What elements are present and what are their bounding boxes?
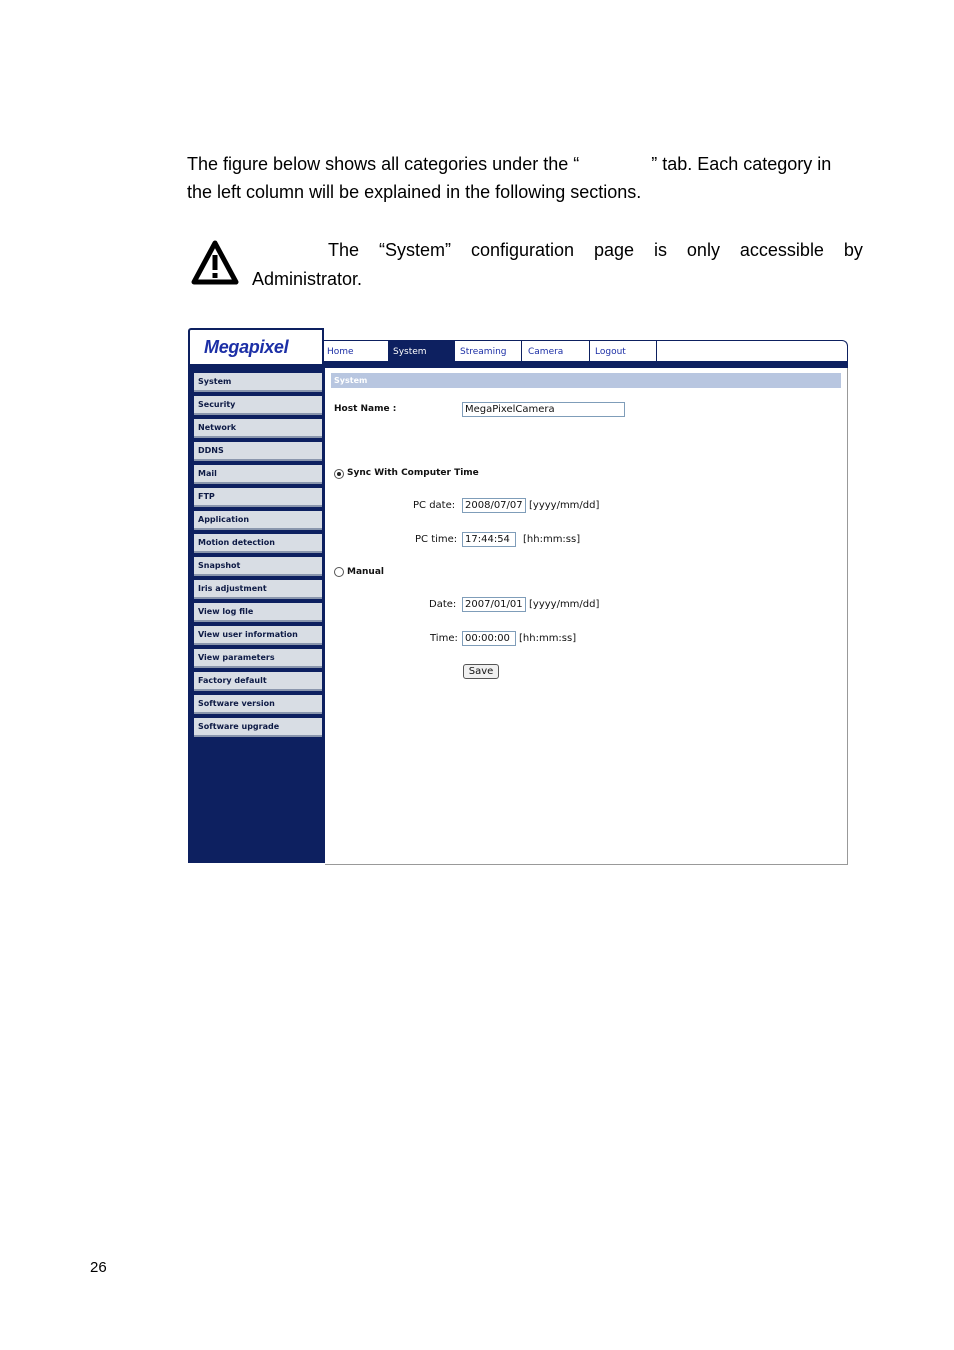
sidebar-item-mail[interactable]: Mail [194, 465, 322, 484]
time-format: [hh:mm:ss] [519, 633, 577, 644]
date-format: [yyyy/mm/dd] [529, 599, 600, 610]
sidebar-item-snapshot[interactable]: Snapshot [194, 557, 322, 576]
note-line-2: Administrator. [252, 269, 363, 289]
sidebar-item-security[interactable]: Security [194, 396, 322, 415]
manual-label: Manual [347, 567, 385, 577]
sidebar-item-view-parameters[interactable]: View parameters [194, 649, 322, 668]
sidebar-item-motion-detection[interactable]: Motion detection [194, 534, 322, 553]
sidebar-item-application[interactable]: Application [194, 511, 322, 530]
time-label: Time: [430, 633, 458, 644]
sidebar-item-factory-default[interactable]: Factory default [194, 672, 322, 691]
sync-radio[interactable] [334, 469, 344, 479]
note-word: by [843, 240, 863, 260]
section-title: System [331, 373, 841, 388]
note-word: page [593, 240, 635, 260]
sidebar-item-network[interactable]: Network [194, 419, 322, 438]
page-number: 26 [90, 1259, 107, 1276]
tab-streaming[interactable]: Streaming [456, 341, 522, 363]
sidebar [188, 368, 325, 863]
sidebar-item-ddns[interactable]: DDNS [194, 442, 322, 461]
sidebar-item-ftp[interactable]: FTP [194, 488, 322, 507]
sync-label: Sync With Computer Time [347, 468, 479, 478]
save-button[interactable]: Save [463, 664, 499, 679]
tab-system[interactable]: System [389, 341, 455, 363]
pc-time-field[interactable]: 17:44:54 [462, 532, 516, 547]
note-word: configuration [470, 240, 575, 260]
system-config-screenshot [188, 328, 848, 865]
host-name-input[interactable]: MegaPixelCamera [462, 402, 625, 417]
logo [188, 328, 324, 364]
note-word: “System” [378, 240, 451, 260]
tab-logout[interactable]: Logout [591, 341, 657, 363]
intro-text-end: ” tab. Each category in [651, 154, 832, 174]
pc-date-label: PC date: [413, 500, 456, 511]
admin-note [252, 236, 863, 294]
intro-line-2: the left column will be explained in the following sections. [187, 182, 642, 202]
pc-date-format: [yyyy/mm/dd] [529, 500, 600, 511]
top-navigation [322, 340, 848, 363]
note-word: only [686, 240, 720, 260]
intro-paragraph [187, 150, 863, 206]
date-label: Date: [429, 599, 457, 610]
pc-time-format: [hh:mm:ss] [523, 534, 581, 545]
intro-line-1 [187, 150, 863, 178]
pc-date-field[interactable]: 2008/07/07 [462, 498, 526, 513]
logo-text: Megapixel [204, 337, 289, 357]
intro-text-start: The figure below shows all categories under the “ [187, 154, 580, 174]
sidebar-item-view-user-information[interactable]: View user information [194, 626, 322, 645]
host-name-label: Host Name : [334, 404, 397, 414]
date-input[interactable]: 2007/01/01 [462, 597, 526, 612]
manual-radio[interactable] [334, 567, 344, 577]
sidebar-item-system[interactable]: System [194, 373, 322, 392]
note-word: is [653, 240, 667, 260]
sidebar-item-view-log-file[interactable]: View log file [194, 603, 322, 622]
warning-triangle-icon [191, 240, 239, 286]
note-line-1 [252, 236, 863, 265]
tab-camera[interactable]: Camera [524, 341, 590, 363]
note-word: accessible [739, 240, 824, 260]
sidebar-item-iris-adjustment[interactable]: Iris adjustment [194, 580, 322, 599]
pc-time-label: PC time: [415, 534, 458, 545]
main-content [325, 368, 848, 865]
sidebar-item-software-version[interactable]: Software version [194, 695, 322, 714]
tab-home[interactable]: Home [323, 341, 389, 363]
time-input[interactable]: 00:00:00 [462, 631, 516, 646]
note-word: The [328, 240, 360, 260]
sidebar-item-software-upgrade[interactable]: Software upgrade [194, 718, 322, 737]
